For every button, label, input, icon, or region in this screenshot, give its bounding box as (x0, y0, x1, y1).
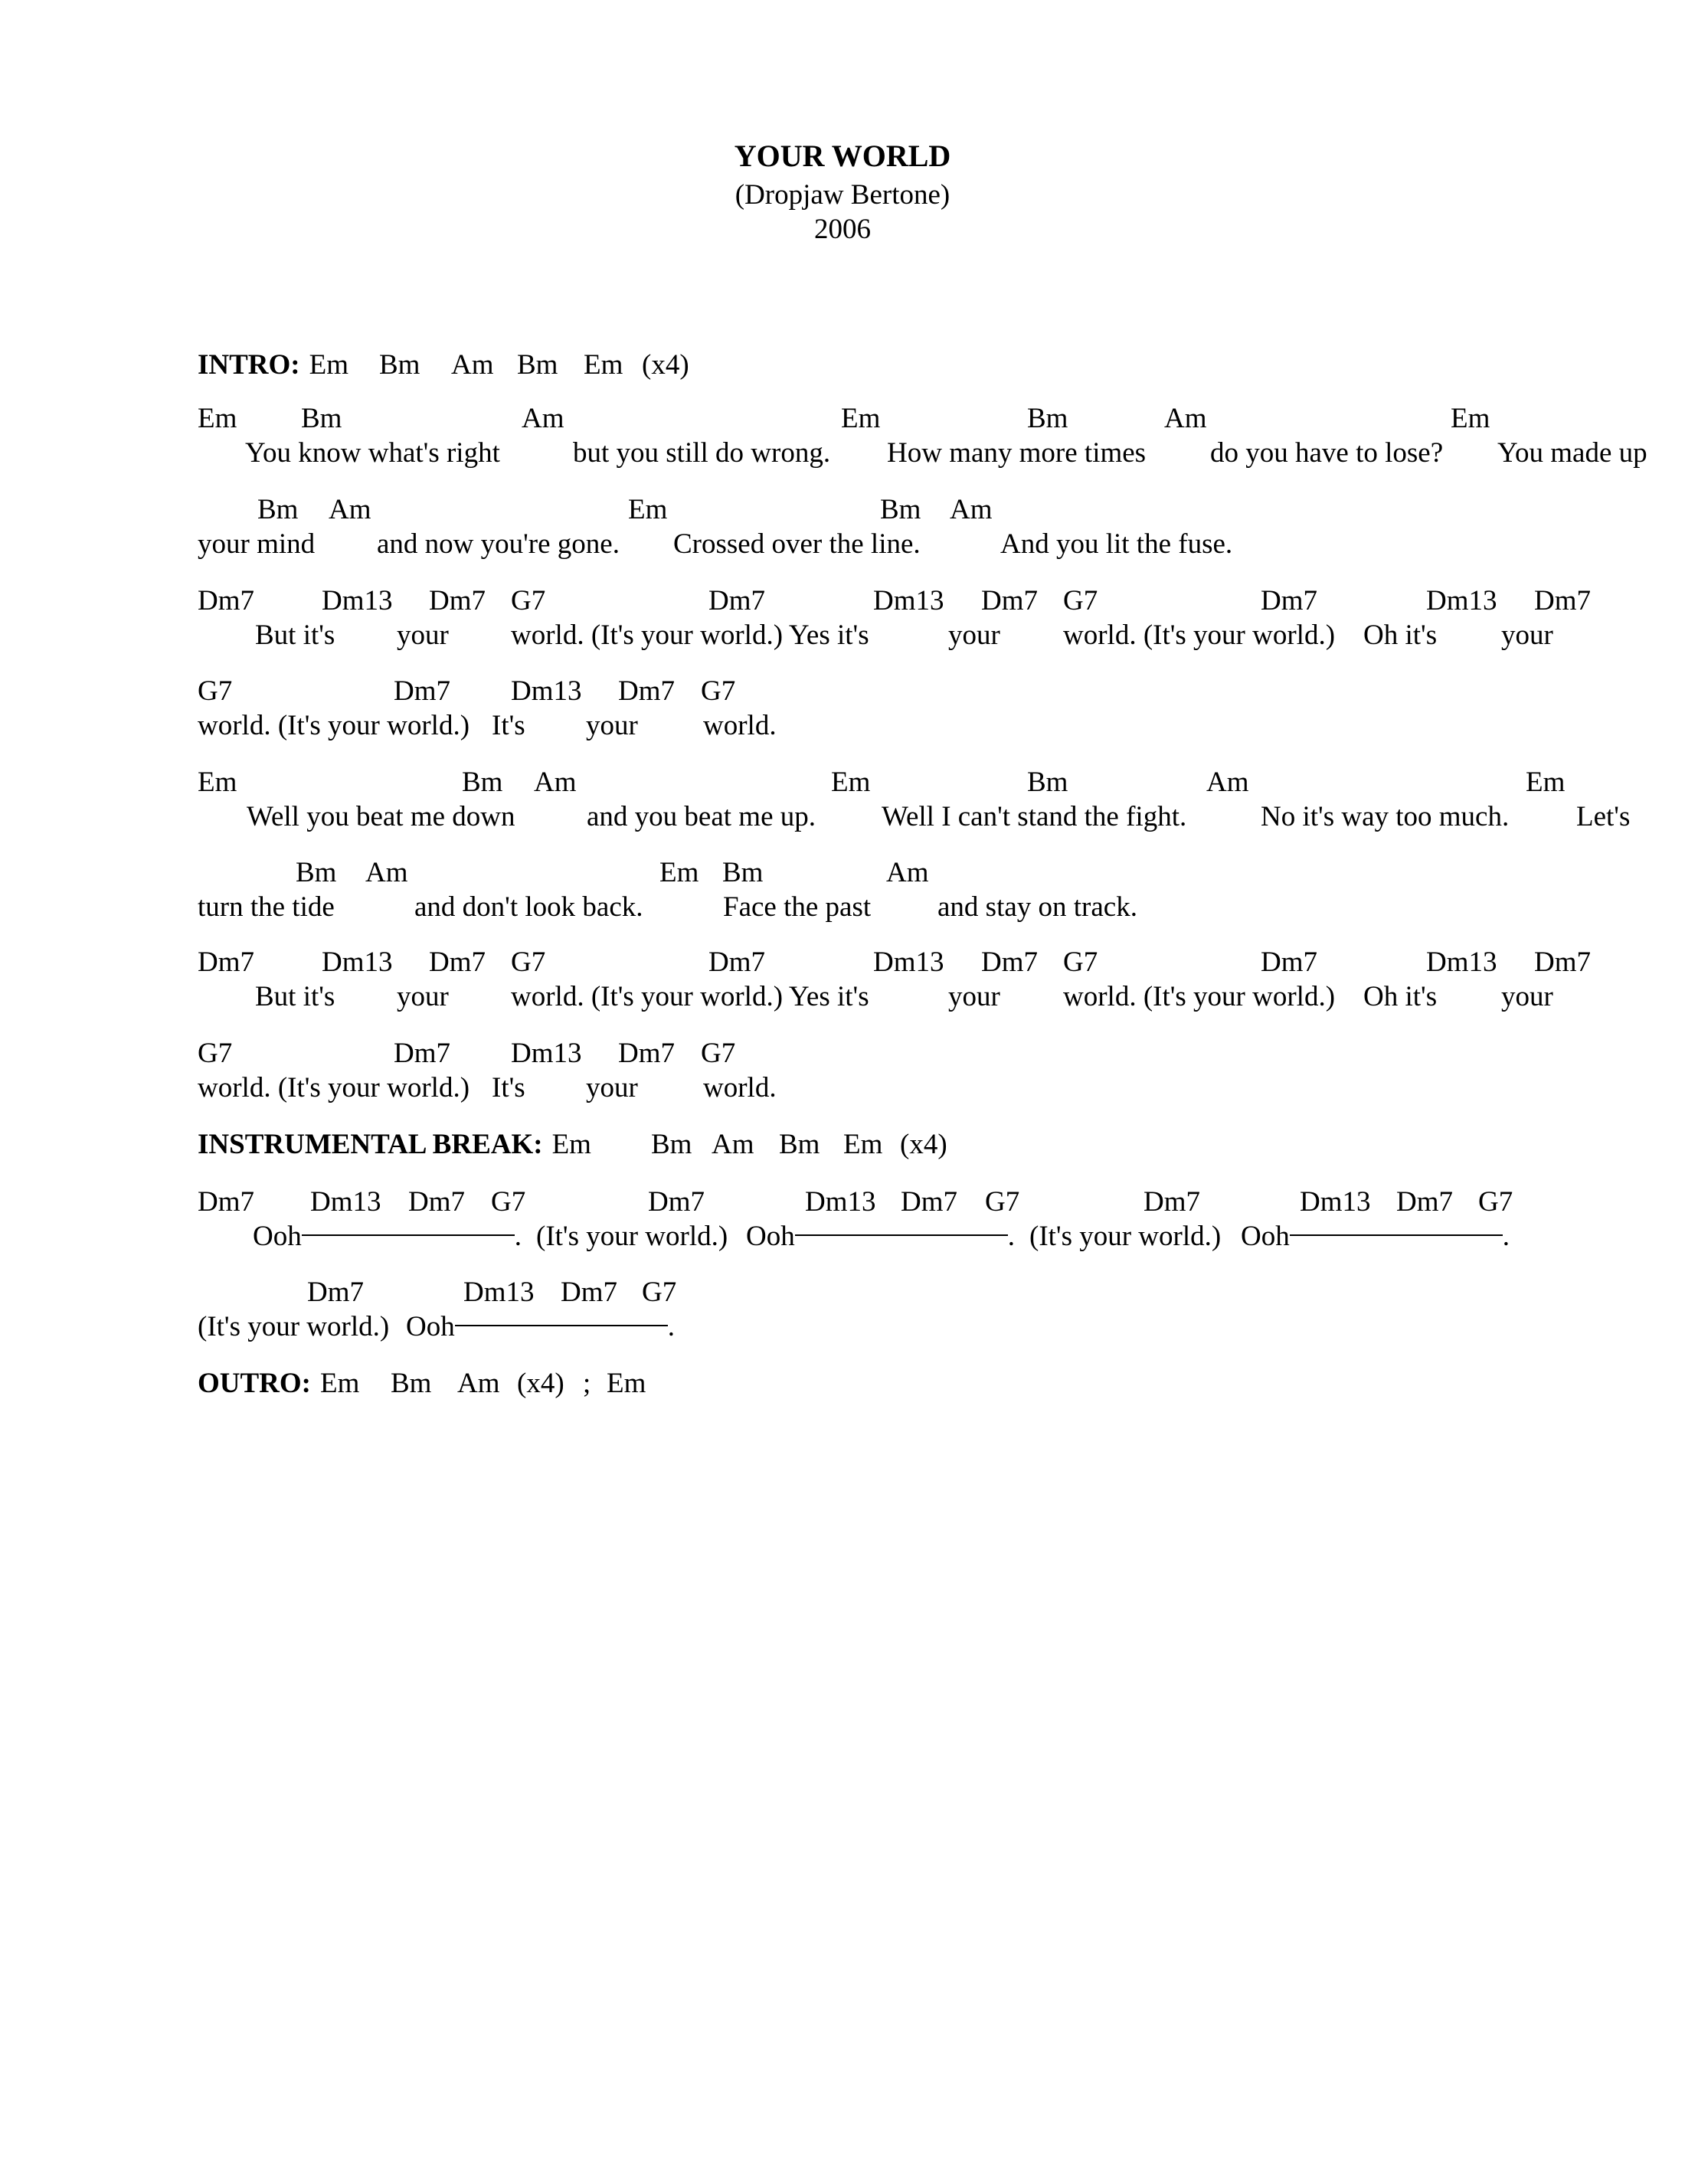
lyric: Let's (1576, 801, 1631, 832)
lyric: . (1502, 1221, 1510, 1252)
chord: Dm7 (1534, 947, 1591, 978)
lyric: do you have to lose? (1210, 437, 1444, 469)
chord: Am (886, 857, 929, 888)
chord: Dm7 (981, 585, 1038, 616)
lyric: and you beat me up. (587, 801, 816, 832)
chord: G7 (985, 1186, 1020, 1218)
chord: Dm7 (1396, 1186, 1453, 1218)
chord: Am (365, 857, 408, 888)
chord: Bm (517, 349, 558, 381)
chord: Dm13 (873, 585, 944, 616)
song-artist: (Dropjaw Bertone) (735, 179, 950, 211)
chord: G7 (198, 675, 233, 707)
chord: Am (457, 1368, 500, 1399)
lyric: You know what's right (245, 437, 500, 469)
chord: Bm (379, 349, 420, 381)
song-year: 2006 (814, 214, 871, 245)
chord: Dm7 (561, 1277, 617, 1308)
chord: Dm7 (1534, 585, 1591, 616)
song-title: YOUR WORLD (734, 139, 951, 173)
outro-line (198, 1368, 359, 1401)
lyric: (It's your world.) (198, 1311, 390, 1342)
lyric: turn the tide (198, 891, 335, 923)
lyric: world. (It's your world.) (1063, 981, 1336, 1012)
chord: Bm (391, 1368, 432, 1399)
chord: Bm (651, 1129, 692, 1160)
lyric: and don't look back. (414, 891, 643, 923)
lyric: Ooh (1241, 1221, 1290, 1252)
chord: Em (843, 1129, 883, 1160)
held-note-line (455, 1325, 668, 1326)
lyric: It's (492, 710, 525, 741)
chord: G7 (1478, 1186, 1513, 1218)
chord: Dm13 (511, 1038, 582, 1069)
chord: Dm13 (805, 1186, 876, 1218)
lyric: You made up (1497, 437, 1647, 469)
chord: Bm (296, 857, 337, 888)
chord: Em (320, 1368, 360, 1399)
lyric: Crossed over the line. (673, 528, 921, 560)
chord: Dm7 (981, 947, 1038, 978)
chord: Am (329, 494, 371, 525)
lyric: Face the past (723, 891, 872, 923)
chord: G7 (491, 1186, 526, 1218)
chord: Dm13 (322, 947, 393, 978)
chord: Bm (722, 857, 764, 888)
repeat-mark: (x4) (517, 1368, 564, 1399)
lyric: your (1501, 620, 1553, 651)
lyric: your (397, 981, 449, 1012)
chord: Am (522, 403, 564, 434)
lyric: your (948, 981, 1000, 1012)
outro-label: OUTRO: (198, 1368, 311, 1399)
lyric: but you still do wrong. (573, 437, 831, 469)
chord: Dm7 (198, 585, 254, 616)
lyric: (It's your world.) (536, 1221, 728, 1252)
lyric: . (1007, 1221, 1015, 1252)
intro-label: INTRO: (198, 349, 300, 381)
chord: Dm7 (429, 947, 486, 978)
chord: G7 (198, 1038, 233, 1069)
chord: Dm7 (394, 1038, 450, 1069)
chord: Em (1451, 403, 1490, 434)
chord: Dm7 (708, 585, 765, 616)
lyric: Ooh (253, 1221, 302, 1252)
chord: Dm7 (198, 947, 254, 978)
chord: Dm7 (618, 675, 675, 707)
chord: Dm13 (310, 1186, 381, 1218)
chord: Dm7 (901, 1186, 957, 1218)
chord: Am (1206, 767, 1249, 798)
chord: Am (534, 767, 577, 798)
chord: Am (712, 1129, 754, 1160)
lyric: world. (703, 710, 777, 741)
chord: Bm (1027, 767, 1068, 798)
lyric: your (948, 620, 1000, 651)
lyric: your (1501, 981, 1553, 1012)
chord: Em (584, 349, 623, 381)
chord: Em (551, 1129, 591, 1160)
lyric-line (406, 1311, 675, 1344)
chord: Bm (462, 767, 503, 798)
chord: G7 (511, 947, 546, 978)
chord: Bm (257, 494, 299, 525)
lyric: No it's way too much. (1261, 801, 1510, 832)
chord: Dm7 (1144, 1186, 1200, 1218)
lyric: world. (It's your world.) Yes it's (511, 981, 869, 1012)
chord: Em (309, 349, 349, 381)
chord: Em (841, 403, 881, 434)
chord: Dm7 (1261, 585, 1317, 616)
instrumental-line (198, 1129, 591, 1162)
lyric: Well you beat me down (247, 801, 515, 832)
lyric: (It's your world.) (1029, 1221, 1222, 1252)
lyric: . (514, 1221, 522, 1252)
chord: Dm7 (394, 675, 450, 707)
repeat-mark: (x4) (900, 1129, 947, 1160)
lyric: It's (492, 1072, 525, 1103)
chord: G7 (511, 585, 546, 616)
lyric: And you lit the fuse. (1000, 528, 1233, 560)
chord: Em (628, 494, 668, 525)
held-note-line (795, 1234, 1008, 1236)
chord: Dm7 (708, 947, 765, 978)
lyric: your (586, 1072, 638, 1103)
chord: Bm (880, 494, 921, 525)
lyric: world. (703, 1072, 777, 1103)
chord: G7 (1063, 585, 1098, 616)
lyric: world. (It's your world.) Yes it's (511, 620, 869, 651)
chord: Dm13 (873, 947, 944, 978)
lyric: Well I can't stand the fight. (882, 801, 1187, 832)
lyric: world. (It's your world.) (198, 710, 470, 741)
lyric: Oh it's (1363, 981, 1438, 1012)
chord: Em (659, 857, 699, 888)
held-note-line (302, 1234, 515, 1236)
lyric: world. (It's your world.) (1063, 620, 1336, 651)
lyric-line (746, 1221, 1015, 1254)
lyric: How many more times (887, 437, 1147, 469)
chord: Dm7 (307, 1277, 364, 1308)
chord: Am (1164, 403, 1207, 434)
chord: Em (198, 767, 237, 798)
repeat-mark: (x4) (642, 349, 689, 381)
chord: Dm7 (618, 1038, 675, 1069)
chord: Am (451, 349, 494, 381)
lyric: your (397, 620, 449, 651)
chord: G7 (1063, 947, 1098, 978)
lyric-line (253, 1221, 522, 1254)
chord: Em (831, 767, 871, 798)
chord: Dm13 (511, 675, 582, 707)
chord: Dm7 (1261, 947, 1317, 978)
lyric: But it's (255, 981, 335, 1012)
chord: Dm13 (1300, 1186, 1371, 1218)
chord: Bm (1027, 403, 1068, 434)
chord: Dm13 (1426, 947, 1497, 978)
chord: Em (1526, 767, 1566, 798)
lyric-line (1241, 1221, 1510, 1254)
chord: Am (950, 494, 993, 525)
separator: ; (583, 1368, 591, 1399)
lyric: and now you're gone. (377, 528, 620, 560)
intro-line (198, 349, 348, 382)
chord: Em (198, 403, 237, 434)
chord: G7 (642, 1277, 677, 1308)
held-note-line (1290, 1234, 1503, 1236)
lyric: and stay on track. (937, 891, 1137, 923)
lyric: world. (It's your world.) (198, 1072, 470, 1103)
chord: Dm7 (429, 585, 486, 616)
lyric: Oh it's (1363, 620, 1438, 651)
chord: Dm13 (463, 1277, 535, 1308)
chord: Bm (779, 1129, 820, 1160)
lyric: Ooh (406, 1311, 455, 1342)
lyric: . (667, 1311, 675, 1342)
chord: Bm (301, 403, 342, 434)
chord: Dm7 (408, 1186, 465, 1218)
chord: G7 (701, 1038, 736, 1069)
chord: G7 (701, 675, 736, 707)
chord: Dm7 (198, 1186, 254, 1218)
lyric: your mind (198, 528, 316, 560)
instrumental-label: INSTRUMENTAL BREAK: (198, 1129, 543, 1160)
lyric: But it's (255, 620, 335, 651)
chord: Dm7 (648, 1186, 705, 1218)
chord: Em (607, 1368, 646, 1399)
chord: Dm13 (322, 585, 393, 616)
lyric: Ooh (746, 1221, 795, 1252)
chord: Dm13 (1426, 585, 1497, 616)
lyric: your (586, 710, 638, 741)
